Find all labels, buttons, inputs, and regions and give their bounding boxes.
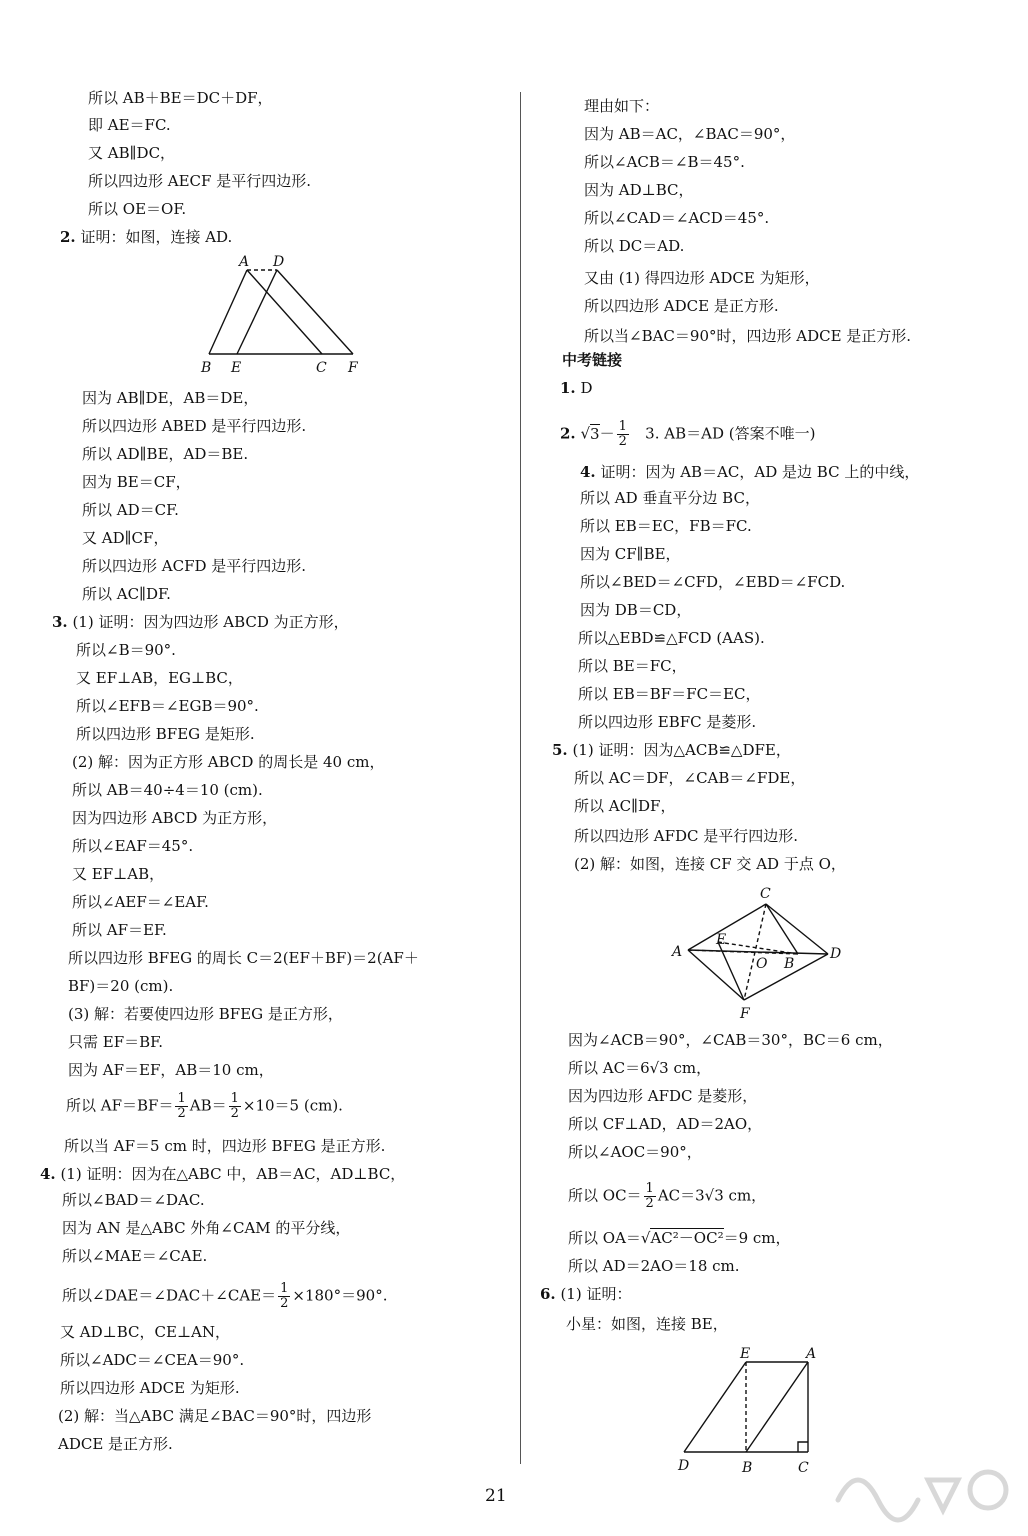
line-text: 所以∠AEF＝∠EAF. (72, 893, 209, 911)
equation-oc: 所以 OC＝ $\frac{1}{2}$ AC＝3√3 cm， (568, 1181, 767, 1211)
line-text: 小星：如图，连接 BE， (566, 1315, 728, 1333)
left-line (82, 416, 306, 436)
right-line (580, 462, 919, 482)
fig2-label-A: A (239, 254, 250, 270)
line-text: (3) 解：若要使四边形 BFEG 是正方形， (68, 1005, 343, 1023)
left-line (88, 88, 273, 108)
line-text: 因为 AN 是△ABC 外角∠CAM 的平分线， (62, 1219, 351, 1237)
line-text: 所以∠AOC＝90°， (568, 1143, 702, 1161)
line-text: 因为 AF＝EF，AB＝10 cm， (68, 1061, 274, 1079)
line-text: 所以四边形 AFDC 是平行四边形. (574, 827, 799, 845)
problem-number: 6. (540, 1285, 556, 1303)
right-line (574, 768, 805, 788)
left-line (82, 444, 248, 464)
left-line (82, 556, 306, 576)
fig5-label-F: F (740, 1006, 750, 1020)
line-text: 所以∠EAF＝45°. (72, 837, 194, 855)
line-text: 又 AD⊥BC，CE⊥AN， (60, 1323, 231, 1341)
fig5-label-E: E (716, 932, 727, 948)
fig5-label-C: C (760, 886, 771, 902)
right-line (562, 350, 622, 370)
right-line (568, 1256, 740, 1276)
line-text: 所以∠B＝90°. (76, 641, 176, 659)
left-line (72, 920, 167, 940)
fig6-label-C: C (798, 1460, 809, 1476)
left-line (58, 1434, 173, 1454)
left-line (68, 1004, 343, 1024)
problem-number: 4. (40, 1165, 56, 1183)
fig5-label-O: O (756, 956, 768, 972)
left-line (68, 948, 419, 968)
right-line (574, 826, 798, 846)
fig2-label-D: D (273, 254, 285, 270)
line-text: 中考链接 (562, 351, 623, 369)
right-line (580, 544, 681, 564)
fig5-label-D: D (830, 946, 842, 962)
line-text: 所以当∠BAC＝90°时，四边形 ADCE 是正方形. (584, 327, 912, 345)
left-line (64, 1136, 385, 1156)
line-text: 所以△EBD≌△FCD (AAS). (578, 629, 765, 647)
left-line (76, 668, 243, 688)
left-line (82, 528, 168, 548)
left-line (88, 171, 311, 191)
right-line (574, 796, 675, 816)
problem-number: 1. (560, 379, 576, 397)
left-line (60, 1350, 244, 1370)
line-text: 所以 DC＝AD. (584, 237, 685, 255)
line-text: (1) 证明：因为在△ABC 中，AB＝AC，AD⊥BC， (60, 1165, 406, 1183)
right-line (580, 488, 760, 508)
left-line (40, 1164, 405, 1184)
left-line (88, 143, 175, 163)
left-line (72, 864, 164, 884)
left-line (52, 612, 349, 632)
line-text: 又 AB∥DC， (88, 144, 176, 162)
right-line (566, 1314, 728, 1334)
fig6-label-B: B (742, 1460, 753, 1476)
equation-oa: 所以 OA＝√AC²－OC²＝9 cm， (568, 1229, 791, 1247)
left-line (82, 584, 171, 604)
line-text: 所以∠MAE＝∠CAE. (62, 1247, 208, 1265)
line-text: 因为 AB＝AC，∠BAC＝90°， (584, 125, 796, 143)
line-text: 因为 AB∥DE，AB＝DE， (82, 389, 259, 407)
line-text: 所以当 AF＝5 cm 时，四边形 BFEG 是正方形. (64, 1137, 386, 1155)
fig6-label-E: E (740, 1346, 751, 1362)
line-text: 证明：如图，连接 AD. (80, 228, 233, 246)
right-line (584, 180, 694, 200)
line-text: 因为四边形 ABCD 为正方形， (72, 809, 278, 827)
left-line (72, 836, 193, 856)
right-line (584, 326, 911, 346)
left-line (62, 1218, 350, 1238)
right-line (540, 1284, 631, 1304)
page-number: 21 (485, 1486, 507, 1506)
line-text: 所以∠EFB＝∠EGB＝90°. (76, 697, 259, 715)
right-line (578, 628, 765, 648)
fig2-label-B: B (201, 360, 212, 376)
right-line (568, 1142, 702, 1162)
line-text: 所以∠ACB＝∠B＝45°. (584, 153, 745, 171)
figure-problem-6 (672, 1344, 822, 1478)
line-text: (1) 证明：因为△ACB≌△DFE， (572, 741, 791, 759)
line-text: 所以四边形 ADCE 为矩形. (60, 1379, 240, 1397)
right-line (568, 1086, 757, 1106)
line-text: 所以四边形 AECF 是平行四边形. (88, 172, 311, 190)
right-line (560, 378, 592, 398)
left-line (76, 640, 176, 660)
left-line (68, 1060, 274, 1080)
line-text: 又 AD∥CF， (82, 529, 169, 547)
left-line (60, 1378, 240, 1398)
line-text: 因为 CF∥BE， (580, 545, 681, 563)
line-text: (2) 解：如图，连接 CF 交 AD 于点 O， (574, 855, 846, 873)
left-line (58, 1406, 371, 1426)
line-text: (1) 证明：因为四边形 ABCD 为正方形， (72, 613, 349, 631)
line-text: 理由如下： (584, 97, 660, 115)
line-text: D (580, 379, 593, 397)
left-line (72, 892, 209, 912)
line-text: 所以 EB＝BF＝FC＝EC， (578, 685, 761, 703)
line-text: 所以 AD 垂直平分边 BC， (580, 489, 760, 507)
fig6-label-D: D (678, 1458, 690, 1474)
answer-2: 2. √3－ $\frac{1}{2}$ 3. AB＝AD (答案不唯一) (560, 419, 816, 449)
right-line (552, 740, 791, 760)
equation-ac: 所以 AC＝6√3 cm， (568, 1059, 712, 1077)
line-text: 所以 AF＝EF. (72, 921, 167, 939)
fig2-label-C: C (316, 360, 327, 376)
line-text: 所以 CF⊥AD，AD＝2AO， (568, 1115, 763, 1133)
line-text: (2) 解：当△ABC 满足∠BAC＝90°时，四边形 (58, 1407, 372, 1425)
left-line (72, 752, 384, 772)
fig5-label-A: A (672, 944, 683, 960)
line-text: 所以 AB＝40÷4＝10 (cm). (72, 781, 263, 799)
line-text: 即 AE＝FC. (88, 116, 171, 134)
figure-problem-2 (195, 252, 375, 378)
line-text: 又由 (1) 得四边形 ADCE 为矩形， (584, 269, 820, 287)
fig5-label-B: B (784, 956, 795, 972)
right-line (584, 208, 769, 228)
line-text: BF)＝20 (cm). (68, 977, 174, 995)
watermark-logo (818, 1420, 1018, 1530)
line-text: 所以 AD＝CF. (82, 501, 179, 519)
line-text: 所以 AC＝DF，∠CAB＝∠FDE， (574, 769, 806, 787)
left-line (82, 500, 179, 520)
left-line (72, 808, 277, 828)
left-line (76, 696, 259, 716)
line-text: 又 EF⊥AB，EG⊥BC， (76, 669, 243, 687)
line-text: 所以 BE＝FC， (578, 657, 687, 675)
left-line (68, 976, 173, 996)
left-line (82, 388, 258, 408)
line-text: 所以 AB＋BE＝DC＋DF， (88, 89, 273, 107)
right-line (584, 96, 659, 116)
column-divider (520, 92, 521, 1464)
right-line (574, 854, 846, 874)
right-line (584, 296, 779, 316)
line-text: 所以 AD∥BE，AD＝BE. (82, 445, 249, 463)
problem-number: 5. (552, 741, 568, 759)
right-line (584, 268, 820, 288)
line-text: 所以∠BAD＝∠DAC. (62, 1191, 205, 1209)
right-line (584, 152, 745, 172)
problem-number: 2. (60, 228, 76, 246)
line-text: 只需 EF＝BF. (68, 1033, 163, 1051)
line-text: (1) 证明： (560, 1285, 632, 1303)
left-line (60, 227, 232, 247)
fig2-label-F: F (348, 360, 358, 376)
line-text: (2) 解：因为正方形 ABCD 的周长是 40 cm， (72, 753, 385, 771)
right-line (578, 656, 687, 676)
figure-problem-5 (668, 884, 848, 1020)
line-text: 所以四边形 ACFD 是平行四边形. (82, 557, 307, 575)
line-text: ADCE 是正方形. (58, 1435, 173, 1453)
line-text: 所以∠ADC＝∠CEA＝90°. (60, 1351, 245, 1369)
right-line (580, 572, 845, 592)
line-text: 所以四边形 BFEG 的周长 C＝2(EF＋BF)＝2(AF＋ (68, 949, 419, 967)
line-text: 所以 EB＝EC，FB＝FC. (580, 517, 752, 535)
line-text: 因为 DB＝CD， (580, 601, 692, 619)
right-line (578, 712, 756, 732)
line-text: 因为 AD⊥BC， (584, 181, 694, 199)
left-line (62, 1190, 205, 1210)
right-line (580, 516, 752, 536)
line-text: 所以 AD＝2AO＝18 cm. (568, 1257, 740, 1275)
left-line (62, 1246, 207, 1266)
equation-af-bf: 所以 AF＝BF＝ $\frac{1}{2}$ AB＝ $\frac{1}{2}$ ×10＝5 (cm). (66, 1091, 343, 1121)
fig6-label-A: A (806, 1346, 817, 1362)
line-text: 因为四边形 AFDC 是菱形， (568, 1087, 758, 1105)
line-text: 所以 AC∥DF. (82, 585, 171, 603)
right-line (584, 124, 795, 144)
left-line (76, 724, 255, 744)
fig2-label-E: E (231, 360, 242, 376)
right-line (568, 1030, 893, 1050)
left-line (60, 1322, 230, 1342)
right-line (580, 600, 691, 620)
problem-number: 3. (52, 613, 68, 631)
right-line (584, 236, 684, 256)
line-text: 所以 OE＝OF. (88, 200, 187, 218)
left-line (68, 1032, 163, 1052)
line-text: 所以四边形 EBFC 是菱形. (578, 713, 757, 731)
problem-number: 4. (580, 463, 596, 481)
line-text: 所以 AC∥DF， (574, 797, 676, 815)
left-line (88, 199, 186, 219)
line-text: 所以∠BED＝∠CFD，∠EBD＝∠FCD. (580, 573, 846, 591)
left-line (82, 472, 191, 492)
left-line (72, 780, 263, 800)
line-text: 所以四边形 ABED 是平行四边形. (82, 417, 307, 435)
line-text: 因为∠ACB＝90°，∠CAB＝30°，BC＝6 cm， (568, 1031, 893, 1049)
line-text: 证明：因为 AB＝AC，AD 是边 BC 上的中线， (600, 463, 920, 481)
equation-dae: 所以∠DAE＝∠DAC＋∠CAE＝ $\frac{1}{2}$ ×180°＝90°. (62, 1281, 388, 1311)
line-text: 又 EF⊥AB， (72, 865, 165, 883)
line-text: 所以∠CAD＝∠ACD＝45°. (584, 209, 770, 227)
right-line (568, 1114, 762, 1134)
line-text: 所以四边形 ADCE 是正方形. (584, 297, 779, 315)
right-line (578, 684, 760, 704)
line-text: 所以四边形 BFEG 是矩形. (76, 725, 255, 743)
left-line (88, 115, 171, 135)
line-text: 因为 BE＝CF， (82, 473, 191, 491)
